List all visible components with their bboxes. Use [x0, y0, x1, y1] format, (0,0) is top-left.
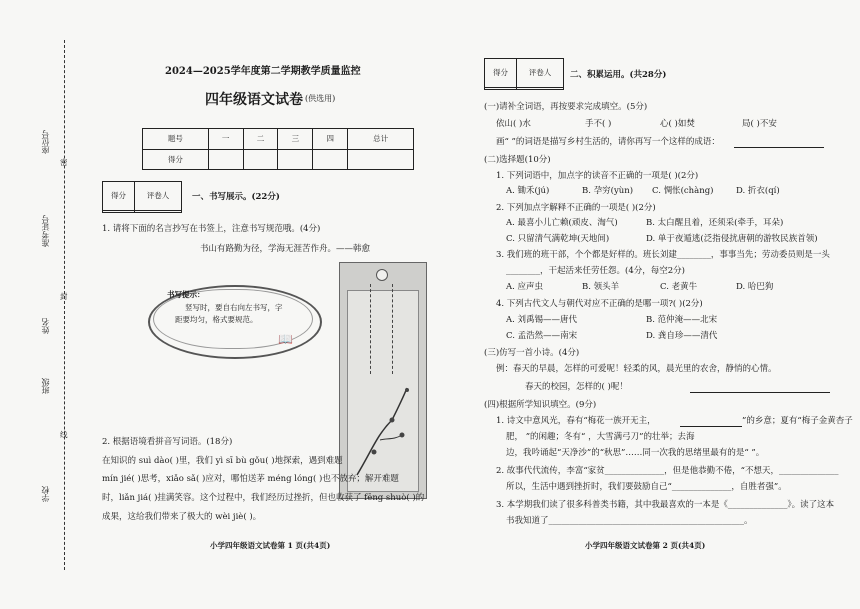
choice-3-c: C. 老黄牛: [660, 282, 698, 292]
grader-score-label: 得分: [485, 59, 517, 88]
choice-1-b: B. 孕穷(yùn): [582, 186, 634, 196]
exam-title: 2024—2025学年度第二学期教学质量监控: [165, 66, 361, 77]
choice-4-a: A. 刘禹锡——唐代: [506, 315, 578, 325]
idiom-answer-blank[interactable]: [734, 147, 824, 148]
tip-line-1: 竖写时，要自右向左书写，字: [185, 303, 283, 312]
school-label: 学校: [41, 486, 50, 502]
choice-3-line-2: ________，干起活来任劳任怨。(4分，每空2分): [506, 266, 685, 276]
choice-3-line-1: 3. 我们班的班干部，个个都是好样的。班长刘建________，事事当先；劳动委员则是一头: [496, 250, 830, 260]
choice-2-d: D. 单于夜遁逃(泛指侵扰唐朝的游牧民族首领): [646, 234, 818, 244]
fill-1-line-2: 肥， ”的闲趣；冬有“ ，大雪满弓刀”的壮举；去海: [506, 432, 695, 442]
paper-suffix: (供选用): [305, 94, 336, 103]
score-cell[interactable]: [243, 149, 278, 170]
score-table-header: 一: [208, 129, 243, 150]
poem-example: 例：春天的早晨，怎样的可爱呢！轻柔的风，晨光里的农舍，静悄的心情。: [496, 364, 777, 374]
subsection-4: (四)根据所学知识填空。(9分): [484, 400, 597, 410]
subsection-1: (一)请补全词语，再按要求完成填空。(5分): [484, 102, 648, 112]
quote-text: 书山有路勤为径，学海无涯苦作舟。——韩愈: [200, 244, 371, 254]
pinyin-line-2: mín jié( )思考，xiǎo sǎ( )应对，哪怕送茅 méng lóng( )也不放弃；解开难题: [102, 474, 399, 484]
choice-2-c: C. 只留清气满乾坤(天地间): [506, 234, 610, 244]
section-2-title: 二、积累运用。(共28分): [570, 70, 667, 80]
grader-name-cell[interactable]: [135, 210, 182, 212]
bookmark-hole: [376, 269, 388, 281]
grader-name-label: 评卷人: [517, 59, 564, 88]
grader-score-label: 得分: [103, 182, 135, 211]
poem-answer-blank[interactable]: [690, 392, 830, 393]
score-table: [142, 128, 414, 170]
score-cell[interactable]: [208, 149, 243, 170]
score-cell[interactable]: [278, 149, 313, 170]
choice-4-c: C. 孟浩然——南宋: [506, 331, 578, 341]
score-row-label: 得分: [143, 149, 209, 170]
poem-prompt: 春天的校园，怎样的( )呢！: [525, 382, 628, 392]
grader-score-cell[interactable]: [103, 210, 135, 212]
choice-4-d: D. 龚自珍——清代: [646, 331, 718, 341]
choice-1-a: A. 锄禾(jú): [506, 186, 550, 196]
binding-strip: [0, 0, 80, 609]
score-table-header: 题号: [143, 129, 209, 150]
tip-line-2: 距要均匀，格式要规范。: [175, 315, 258, 324]
score-table-header: 三: [278, 129, 313, 150]
choice-1: 1. 下列词语中，加点字的读音不正确的一项是( )(2分): [496, 171, 699, 181]
choice-3-d: D. 哈巴狗: [736, 282, 774, 292]
choice-4: 4. 下列古代文人与朝代对应不正确的是哪一项?( )(2分): [496, 299, 703, 309]
seat-label: 座位号: [41, 130, 50, 154]
seal-line: [64, 40, 65, 570]
subsection-2: (二)选择题(10分): [484, 155, 551, 165]
choice-4-b: B. 范仲淹——北宋: [646, 315, 718, 325]
choice-1-d: D. 折衣(qí): [736, 186, 780, 196]
choice-2-b: B. 太白醒且着，还须采(牵手，耳朵): [646, 218, 784, 228]
choice-3-b: B. 领头羊: [582, 282, 620, 292]
fill-1-line-1a: 1. 诗文中意风光，春有“梅花一族开无主，: [496, 416, 656, 426]
fill-1-blank[interactable]: [680, 426, 742, 427]
pinyin-line-3: 时，liǎn jiá( )挂满笑容。这个过程中，我们经历过挫折，但也收获了 fēng shuò( )的: [102, 493, 425, 503]
idiom-fill-line: 画“ ”的词语是描写乡村生活的，请你再写一个这样的成语：: [496, 137, 720, 147]
bookmark-guide-line: [370, 284, 371, 374]
question-2: 2. 根据语境看拼音写词语。(18分): [102, 437, 233, 447]
score-table-header: 二: [243, 129, 278, 150]
fill-2-line-2: 所以，生活中遇到挫折时，我们要鼓励自己“______________，自胜者强”。: [506, 482, 787, 492]
fill-3-line-1: 3. 本学期我们读了很多科普类书籍，其中我最喜欢的一本是《______________》。读了这本: [496, 500, 835, 510]
exam-number-label: 准考证号: [41, 215, 50, 247]
score-cell[interactable]: [313, 149, 348, 170]
class-label: 班级: [41, 378, 50, 394]
footer-page-1: 小学四年级语文试卷第 1 页(共4页): [210, 541, 331, 550]
idiom-2: 手不( ): [585, 119, 612, 129]
footer-page-2: 小学四年级语文试卷第 2 页(共4页): [585, 541, 706, 550]
book-icon: 📖: [278, 332, 293, 346]
paper-title: 四年级语文试卷: [205, 92, 303, 108]
plum-blossom-icon: [352, 380, 412, 480]
fill-1-line-3: 边，我吟诵起“天净沙”的“秋思”……同一次我的思绪里最有的是“ ”。: [506, 448, 765, 458]
grader-name-cell[interactable]: [517, 87, 564, 89]
idiom-1: 依山( )水: [496, 119, 531, 129]
grader-name-label: 评卷人: [135, 182, 182, 211]
score-cell[interactable]: [348, 149, 414, 170]
score-table-header: 四: [313, 129, 348, 150]
section-1-title: 一、书写展示。(22分): [192, 192, 280, 202]
name-label: 姓名: [41, 318, 50, 334]
subsection-3: (三)仿写一首小诗。(4分): [484, 348, 580, 358]
idiom-3: 心( )如焚: [660, 119, 695, 129]
choice-1-c: C. 惆怅(chàng): [652, 186, 714, 196]
score-table-header: 总计: [348, 129, 414, 150]
question-1: 1. 请将下面的名言抄写在书签上，注意书写规范哦。(4分): [102, 224, 321, 234]
tip-title: 书写提示：: [167, 290, 205, 299]
grader-table-2: [484, 58, 564, 90]
choice-2-a: A. 最喜小儿亡赖(顽皮、淘气): [506, 218, 618, 228]
seal-mark-xian: 线: [60, 430, 68, 439]
fill-1-line-1b: ”的乡意；夏有“梅子金黄杏子: [742, 416, 853, 426]
choice-3-a: A. 应声虫: [506, 282, 544, 292]
choice-2: 2. 下列加点字解释不正确的一项是( )(2分): [496, 203, 656, 213]
grader-score-cell[interactable]: [485, 87, 517, 89]
idiom-4: 局( )不安: [742, 119, 777, 129]
fill-2-line-1: 2. 故事代代流传，李富“家贫______________，但是他恭勤不倦，“不想天，______________: [496, 466, 839, 476]
pinyin-line-4: 成果，这给我们带来了极大的 wèi jiè( )。: [102, 512, 262, 522]
seal-mark-mi: 密: [60, 158, 68, 167]
pinyin-line-1: 在知识的 suì dào( )里，我们 yì sī bù gǒu( )地探索，遇到难题: [102, 456, 343, 466]
bookmark-guide-line: [392, 284, 393, 374]
grader-table-1: [102, 181, 182, 213]
fill-3-line-2: 书我知道了______________________________________________。: [506, 516, 753, 526]
seal-mark-feng: 封: [60, 292, 68, 301]
